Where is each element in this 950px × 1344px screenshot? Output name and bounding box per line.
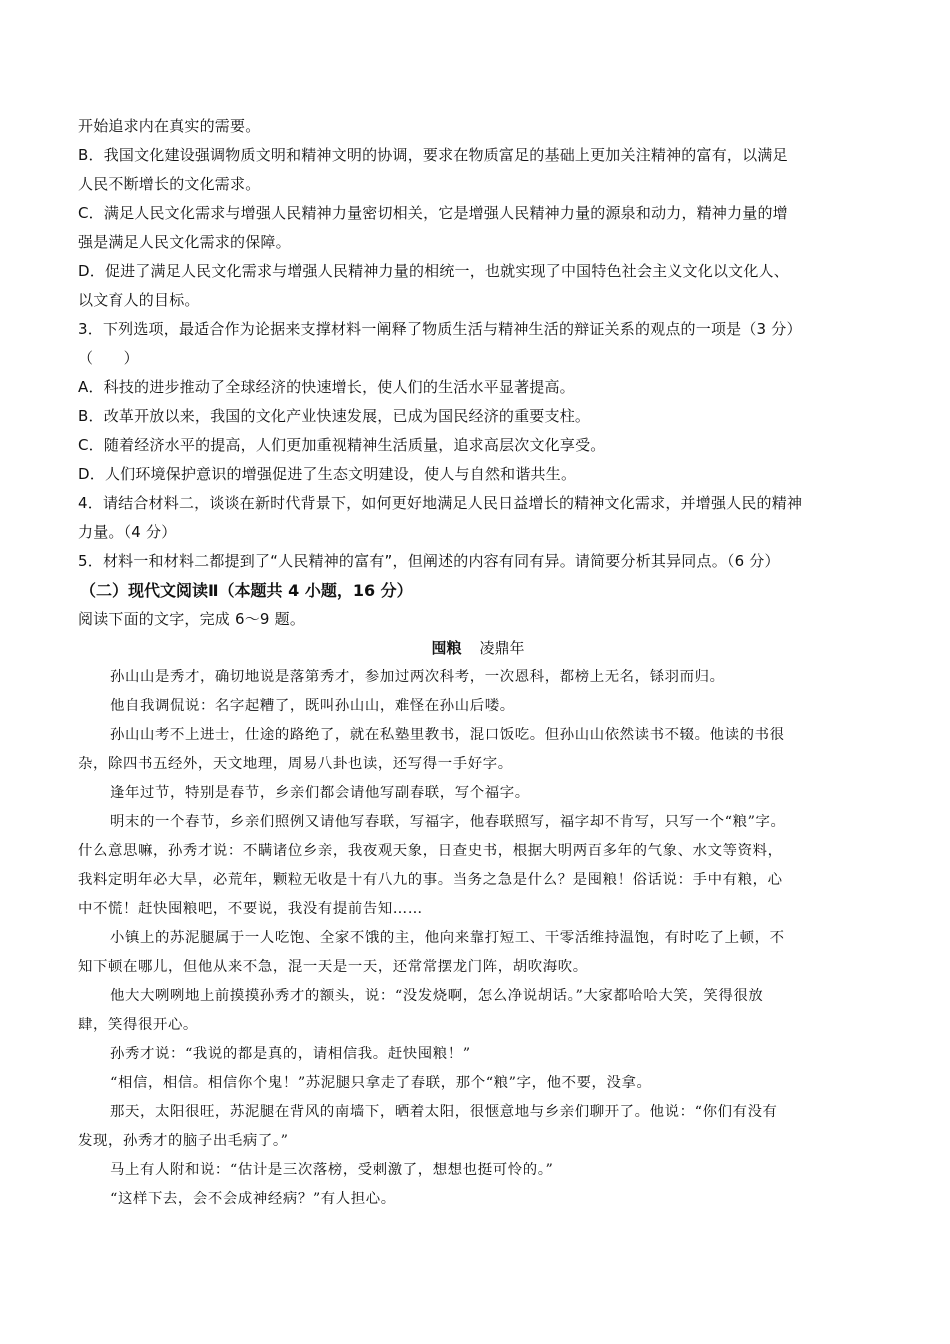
story-line: 我料定明年必大旱，必荒年，颗粒无收是十有八九的事。当务之急是什么？是囤粮！俗话说：手中有粮，心 [78, 872, 783, 888]
story-line: “这样下去，会不会成神经病？”有人担心。 [110, 1191, 396, 1207]
story-line: 知下顿在哪儿，但他从来不急，混一天是一天，还常常摆龙门阵，胡吹海吹。 [78, 959, 588, 975]
story-title-line [78, 634, 878, 663]
story-line: 他大大咧咧地上前摸摸孙秀才的额头，说：“没发烧啊，怎么净说胡话。”大家都哈哈大笑，笑得很放 [110, 988, 764, 1004]
story-line: 马上有人附和说：“估计是三次落榜，受刺激了，想想也挺可怜的。” [110, 1162, 554, 1178]
question-line: 人民不断增长的文化需求。 [78, 175, 261, 193]
story-line: 明末的一个春节，乡亲们照例又请他写春联，写福字，他春联照写，福字却不肯写，只写一个“粮”字。 [110, 814, 786, 830]
question-line: 4．请结合材料二，谈谈在新时代背景下，如何更好地满足人民日益增长的精神文化需求，并增强人民的精神 [78, 494, 803, 512]
story-line: 他自我调侃说：名字起糟了，既叫孙山山，难怪在孙山后喽。 [110, 698, 515, 714]
story-body [78, 663, 878, 1214]
question-line: B．我国文化建设强调物质文明和精神文明的协调，要求在物质富足的基础上更加关注精神的富有，以满足 [78, 146, 788, 164]
story-line: “相信，相信。相信你个鬼！”苏泥腿只拿走了春联，那个“粮”字，他不要，没拿。 [110, 1075, 652, 1091]
question-line: D．人们环境保护意识的增强促进了生态文明建设，使人与自然和谐共生。 [78, 465, 577, 483]
section-heading: （二）现代文阅读Ⅱ（本题共 4 小题，16 分） [80, 581, 413, 600]
story-line: 孙山山考不上进士，仕途的路绝了，就在私塾里教书，混口饭吃。但孙山山依然读书不辍。他读的书很 [110, 727, 785, 743]
question-line: 强是满足人民文化需求的保障。 [78, 233, 291, 251]
story-line: 什么意思嘛，孙秀才说：不瞒诸位乡亲，我夜观天象，日查史书，根据大明两百多年的气象、水文等资料， [78, 843, 783, 859]
story-line: 发现，孙秀才的脑子出毛病了。” [78, 1133, 289, 1149]
question-line: 开始追求内在真实的需要。 [78, 117, 261, 135]
question-line: 以文育人的目标。 [78, 291, 200, 309]
story-line: 中不慌！赶快囤粮吧，不要说，我没有提前告知…… [78, 901, 423, 917]
question-line: 3．下列选项，最适合作为论据来支撑材料一阐释了物质生活与精神生活的辩证关系的观点的一项是（3 分） [78, 320, 802, 338]
story-author: 凌鼎年 [479, 639, 525, 657]
story-line: 逢年过节，特别是春节，乡亲们都会请他写副春联，写个福字。 [110, 785, 530, 801]
question-line: B．改革开放以来，我国的文化产业快速发展，已成为国民经济的重要支柱。 [78, 407, 591, 425]
story-line: 孙秀才说：“我说的都是真的，请相信我。赶快囤粮！” [110, 1046, 471, 1062]
question-line: （ ） [78, 349, 139, 367]
question-line: C．随着经济水平的提高，人们更加重视精神生活质量，追求高层次文化享受。 [78, 436, 606, 454]
story-line: 肆，笑得很开心。 [78, 1017, 198, 1033]
story-title: 囤粮 [431, 639, 462, 657]
question-line: A．科技的进步推动了全球经济的快速增长，使人们的生活水平显著提高。 [78, 378, 575, 396]
question-line: 力量。（4 分） [78, 523, 177, 541]
story-line: 杂，除四书五经外，天文地理，周易八卦也读，还写得一手好字。 [78, 756, 513, 772]
document-page [78, 112, 878, 1214]
story-line: 孙山山是秀才，确切地说是落第秀才，参加过两次科考，一次恩科，都榜上无名，铩羽而归。 [110, 669, 725, 685]
question-block [78, 112, 878, 576]
story-line: 小镇上的苏泥腿属于一人吃饱、全家不饿的主，他向来靠打短工、干零活维持温饱，有时吃了上顿，不 [110, 930, 785, 946]
story-line: 那天，太阳很旺，苏泥腿在背风的南墙下，晒着太阳，很惬意地与乡亲们聊开了。他说：“你们有没有 [110, 1104, 778, 1120]
question-line: C．满足人民文化需求与增强人民精神力量密切相关，它是增强人民精神力量的源泉和动力，精神力量的增 [78, 204, 788, 222]
question-line: D．促进了满足人民文化需求与增强人民精神力量的相统一，也就实现了中国特色社会主义文化以文化人、 [78, 262, 789, 280]
instruction: 阅读下面的文字，完成 6～9 题。 [78, 610, 306, 628]
question-line: 5．材料一和材料二都提到了“人民精神的富有”，但阐述的内容有同有异。请简要分析其异同点。（6 分） [78, 552, 780, 570]
